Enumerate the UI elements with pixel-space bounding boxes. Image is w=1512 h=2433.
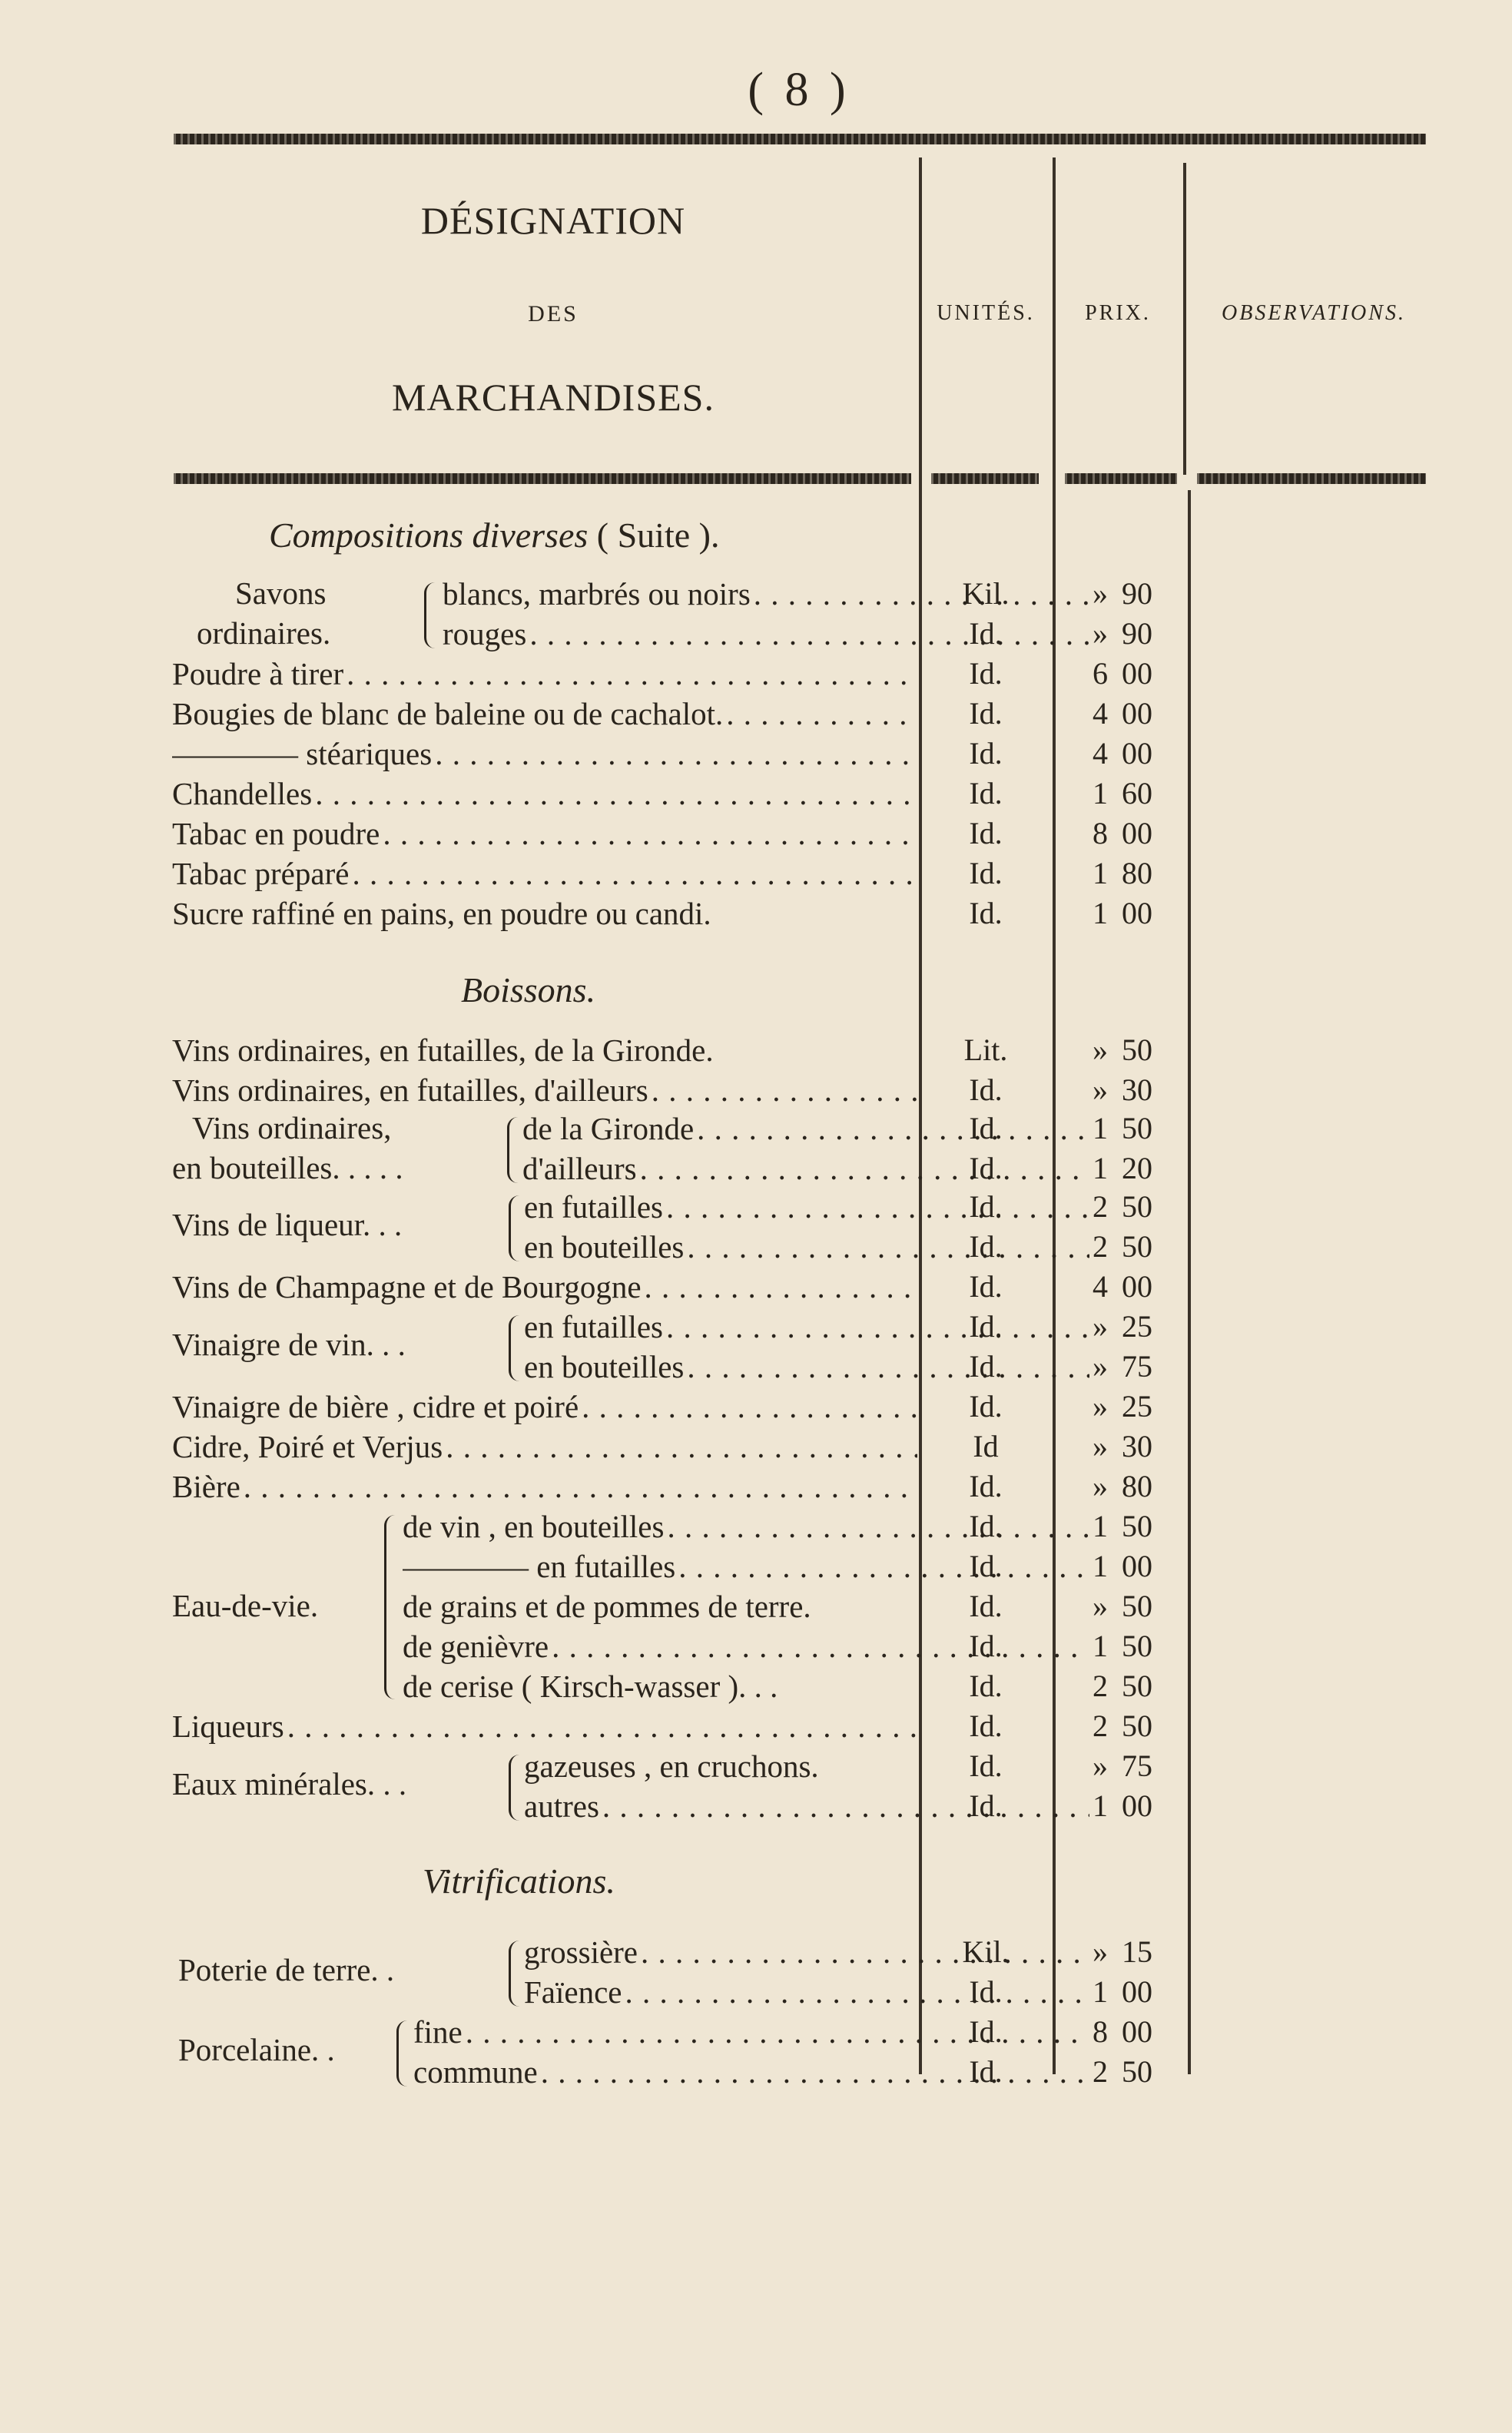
row-unit: Id. [969,1549,1003,1583]
table-row [0,1149,1512,1188]
header-observations: OBSERVATIONS. [1222,301,1406,325]
row-designation: Poudre à tirer [172,656,344,691]
row-price-centimes: 30 [1122,1072,1152,1107]
page-number: ( 8 ) [748,64,850,116]
row-price-francs: 1 [1093,896,1108,930]
row-designation: Vins ordinaires, en futailles, d'ailleurs [172,1072,648,1108]
row-designation: Tabac en poudre [172,816,380,851]
row-designation: Tabac préparé [172,856,350,891]
row-unit: Id. [969,1974,1003,2009]
row-price-centimes: 50 [1122,1111,1152,1145]
row-unit: Id. [969,2014,1003,2049]
row-price-francs: 1 [1093,1151,1108,1185]
row-designation: Chandelles [172,776,313,811]
row-designation: Sucre raffiné en pains, en poudre ou candi. [172,896,711,931]
row-price-francs: » [1093,1469,1108,1503]
row-designation: de la Gironde [522,1111,695,1146]
table-row [0,1547,1512,1586]
table-row [0,814,1512,853]
group-label-porcelaine: Porcelaine. . [178,2032,335,2067]
group-label-vins-liqueur: Vins de liqueur. . . [172,1207,403,1242]
row-price-centimes: 25 [1122,1309,1152,1344]
table-row [0,774,1512,813]
row-price-francs: 8 [1093,816,1108,850]
group-label-vins-bouteilles-1: Vins ordinaires, [192,1110,392,1145]
row-unit: Lit. [963,1033,1008,1067]
table-row [0,615,1512,653]
row-price-centimes: 00 [1122,736,1152,771]
table-row [0,1427,1512,1466]
header-price: PRIX. [1085,301,1151,325]
table-row [0,1347,1512,1386]
row-unit: Id. [969,1509,1003,1543]
row-designation: gazeuses , en cruchons. [524,1749,819,1784]
section-title-compositions-text: Compositions diverses [269,515,589,555]
row-unit: Id. [969,1629,1003,1663]
row-designation: en bouteilles [524,1349,685,1384]
top-rule [174,134,1426,144]
row-price-francs: 4 [1093,736,1108,771]
table-row [0,894,1512,933]
header-units: UNITÉS. [937,301,1035,325]
header-rule-designation [174,473,911,484]
row-designation: d'ailleurs [522,1151,637,1186]
table-row [0,1109,1512,1148]
table-row [0,655,1512,693]
section-title-compositions-suffix: ( Suite ). [588,515,720,555]
row-designation: rouges [443,616,527,651]
row-price-centimes: 00 [1122,2014,1152,2049]
row-unit: Id. [969,656,1003,691]
row-unit: Id. [969,1189,1003,1224]
row-price-centimes: 00 [1122,656,1152,691]
row-price-centimes: 50 [1122,1669,1152,1703]
table-row [0,1933,1512,1971]
row-price-francs: 1 [1093,1549,1108,1583]
row-designation: de genièvre [403,1629,549,1664]
row-designation: Vinaigre de bière , cidre et poiré [172,1389,579,1424]
row-price-francs: 1 [1093,1974,1108,2009]
header-rule-units [931,473,1039,484]
table-row [0,1031,1512,1069]
table-row [0,1387,1512,1426]
row-designation: de cerise ( Kirsch-wasser ). . . [403,1669,778,1704]
table-row [0,1467,1512,1506]
row-unit: Id. [969,1709,1003,1743]
table-row [0,694,1512,733]
row-designation: Vins ordinaires, en futailles, de la Gironde. [172,1033,714,1068]
group-label-vinaigre: Vinaigre de vin. . . [172,1327,406,1362]
row-price-centimes: 00 [1122,1974,1152,2009]
row-price-francs: 4 [1093,1269,1108,1304]
row-price-francs: 2 [1093,1229,1108,1264]
table-row [0,1188,1512,1226]
table-row [0,575,1512,613]
header-rule-price [1065,473,1177,484]
group-label-savons-2: ordinaires. [197,615,331,651]
row-price-francs: » [1093,1429,1108,1463]
row-price-centimes: 00 [1122,1788,1152,1823]
row-price-francs: 2 [1093,1709,1108,1743]
table-row [0,1973,1512,2011]
table-row [0,1308,1512,1346]
row-price-centimes: 00 [1122,896,1152,930]
table-row [0,2053,1512,2091]
row-price-centimes: 80 [1122,1469,1152,1503]
row-unit: Id. [969,1229,1003,1264]
row-price-francs: 1 [1093,776,1108,810]
row-unit: Id. [969,1072,1003,1107]
table-row [0,1071,1512,1109]
group-label-eaux-minerales: Eaux minérales. . . [172,1766,407,1802]
row-price-francs: » [1093,1072,1108,1107]
row-price-francs: 1 [1093,1788,1108,1823]
row-price-francs: 1 [1093,856,1108,890]
row-unit: Id [973,1429,999,1463]
row-designation: Vins de Champagne et de Bourgogne [172,1269,642,1304]
row-designation: fine [413,2014,463,2050]
row-price-centimes: 50 [1122,1033,1152,1067]
row-designation: blancs, marbrés ou noirs [443,576,751,612]
row-price-centimes: 80 [1122,856,1152,890]
group-label-savons-1: Savons [235,575,327,611]
row-price-francs: » [1093,1033,1108,1067]
row-designation: Faïence [524,1974,622,2010]
row-price-francs: 2 [1093,2054,1108,2089]
row-designation: en bouteilles [524,1229,685,1265]
row-price-centimes: 50 [1122,1629,1152,1663]
row-price-centimes: 25 [1122,1389,1152,1424]
table-row [0,1587,1512,1626]
row-price-centimes: 60 [1122,776,1152,810]
row-unit: Id. [969,776,1003,810]
row-designation: grossière [524,1934,638,1970]
group-label-vins-bouteilles-2: en bouteilles. . . . . [172,1150,403,1185]
group-label-eau-de-vie: Eau-de-vie. [172,1588,319,1623]
table-row [0,854,1512,893]
row-price-centimes: 30 [1122,1429,1152,1463]
row-unit: Id. [969,896,1003,930]
row-unit: Id. [969,696,1003,731]
header-designation: DÉSIGNATION [420,199,686,242]
table-row [0,1627,1512,1666]
row-unit: Id. [969,2054,1003,2089]
row-price-centimes: 00 [1122,696,1152,731]
table-row [0,1268,1512,1306]
row-price-centimes: 50 [1122,1509,1152,1543]
row-price-francs: » [1093,1589,1108,1623]
row-unit: Id. [969,856,1003,890]
row-price-francs: 4 [1093,696,1108,731]
row-unit: Id. [969,1349,1003,1384]
row-price-centimes: 00 [1122,816,1152,850]
row-price-francs: » [1093,1349,1108,1384]
row-price-centimes: 50 [1122,2054,1152,2089]
row-unit: Id. [969,816,1003,850]
row-designation: ———— stéariques [172,736,433,771]
row-unit: Kil. [962,1934,1010,1969]
row-price-centimes: 50 [1122,1709,1152,1743]
row-unit: Id. [969,736,1003,771]
row-price-centimes: 50 [1122,1589,1152,1623]
header-rule-observations [1197,473,1426,484]
group-label-poterie: Poterie de terre. . [178,1952,395,1987]
row-price-centimes: 50 [1122,1189,1152,1224]
row-designation: en futailles [524,1189,664,1225]
row-unit: Id. [969,616,1003,651]
row-designation: Bière [172,1469,240,1504]
row-unit: Id. [969,1589,1003,1623]
row-designation: en futailles [524,1309,664,1344]
table-row [0,1667,1512,1705]
table-row [0,734,1512,773]
row-price-francs: » [1093,576,1108,611]
row-unit: Id. [969,1151,1003,1185]
row-price-centimes: 50 [1122,1229,1152,1264]
section-title-compositions [269,515,719,555]
row-designation: Cidre, Poiré et Verjus [172,1429,443,1464]
row-price-centimes: 90 [1122,616,1152,651]
row-price-centimes: 15 [1122,1934,1152,1969]
row-price-francs: 1 [1093,1629,1108,1663]
table-row [0,1707,1512,1745]
table-row [0,1787,1512,1825]
row-price-francs: 2 [1093,1669,1108,1703]
section-title-boissons: Boissons. [461,970,596,1009]
row-designation: ———— en futailles [403,1549,676,1584]
row-price-francs: » [1093,1749,1108,1783]
row-designation: Bougies de blanc de baleine ou de cachalot. [172,696,724,731]
row-designation: de vin , en bouteilles [403,1509,665,1544]
table-row [0,2013,1512,2051]
row-price-francs: 1 [1093,1509,1108,1543]
row-unit: Id. [969,1469,1003,1503]
row-price-centimes: 20 [1122,1151,1152,1185]
row-price-francs: 8 [1093,2014,1108,2049]
row-price-centimes: 00 [1122,1549,1152,1583]
row-unit: Id. [969,1669,1003,1703]
header-des: DES [528,301,579,326]
row-price-francs: » [1093,616,1108,651]
table-row [0,1228,1512,1266]
row-price-francs: 6 [1093,656,1108,691]
table-row [0,1747,1512,1785]
row-designation: autres [524,1788,599,1824]
row-unit: Id. [969,1111,1003,1145]
row-price-centimes: 75 [1122,1749,1152,1783]
row-unit: Id. [969,1389,1003,1424]
section-title-vitrifications: Vitrifications. [423,1861,615,1901]
row-price-centimes: 75 [1122,1349,1152,1384]
row-unit: Id. [969,1749,1003,1783]
row-designation: Liqueurs [172,1709,284,1744]
row-price-francs: » [1093,1309,1108,1344]
row-price-francs: 2 [1093,1189,1108,1224]
row-price-francs: » [1093,1934,1108,1969]
row-unit: Kil. [962,576,1010,611]
row-designation: de grains et de pommes de terre. [403,1589,811,1624]
row-unit: Id. [969,1788,1003,1823]
row-price-centimes: 90 [1122,576,1152,611]
row-unit: Id. [969,1309,1003,1344]
table-row [0,1507,1512,1546]
row-designation: commune [413,2054,538,2090]
row-price-francs: 1 [1093,1111,1108,1145]
row-price-centimes: 00 [1122,1269,1152,1304]
row-price-francs: » [1093,1389,1108,1424]
row-unit: Id. [969,1269,1003,1304]
header-marchandises: MARCHANDISES. [391,376,715,419]
